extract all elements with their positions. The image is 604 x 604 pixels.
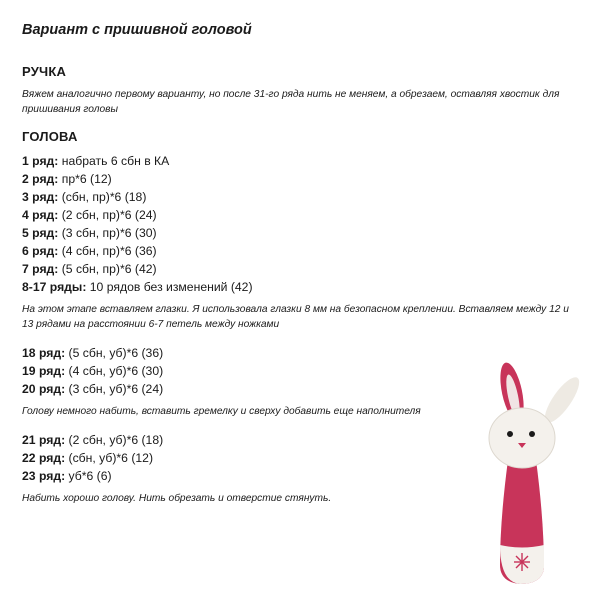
eye-icon — [507, 431, 513, 437]
head-heading: ГОЛОВА — [22, 129, 78, 144]
handle-heading: РУЧКА — [22, 64, 67, 79]
pattern-row: 5 ряд: (3 сбн, пр)*6 (30) — [22, 226, 157, 240]
snowflake-icon — [514, 553, 530, 571]
bunny-rattle-illustration — [470, 360, 600, 590]
page-title: Вариант с пришивной головой — [22, 22, 252, 38]
pattern-row: 6 ряд: (4 сбн, пр)*6 (36) — [22, 244, 157, 258]
stuffing-note: Голову немного набить, вставить гремелку и сверху добавить еще наполнителя — [22, 406, 421, 417]
pattern-row: 18 ряд: (5 сбн, уб)*6 (36) — [22, 346, 164, 360]
pattern-row: 1 ряд: набрать 6 сбн в КА — [22, 154, 170, 168]
eyes-note: На этом этапе вставляем глазки. Я использовала глазки 8 мм на безопасном креплении. Вставляем между 12 и 13 рядами на расстоянии 6-7 петель между ножками — [22, 304, 569, 330]
finish-note: Набить хорошо голову. Нить обрезать и отверстие стянуть. — [22, 493, 332, 504]
pattern-row: 23 ряд: уб*6 (6) — [22, 469, 112, 483]
eye-icon — [529, 431, 535, 437]
pattern-row: 7 ряд: (5 сбн, пр)*6 (42) — [22, 262, 157, 276]
rows-group-1 — [22, 152, 582, 296]
pattern-row: 2 ряд: пр*6 (12) — [22, 172, 112, 186]
pattern-row: 3 ряд: (сбн, пр)*6 (18) — [22, 190, 147, 204]
pattern-row: 22 ряд: (сбн, уб)*6 (12) — [22, 451, 154, 465]
pattern-row: 19 ряд: (4 сбн, уб)*6 (30) — [22, 364, 164, 378]
pattern-row: 20 ряд: (3 сбн, уб)*6 (24) — [22, 382, 164, 396]
pattern-row: 8-17 ряды: 10 рядов без изменений (42) — [22, 280, 253, 294]
pattern-row: 4 ряд: (2 сбн, пр)*6 (24) — [22, 208, 157, 222]
pattern-row: 21 ряд: (2 сбн, уб)*6 (18) — [22, 433, 164, 447]
handle-note: Вяжем аналогично первому варианту, но после 31-го ряда нить не меняем, а обрезаем, оставляя хвостик для пришивания головы — [22, 89, 560, 115]
